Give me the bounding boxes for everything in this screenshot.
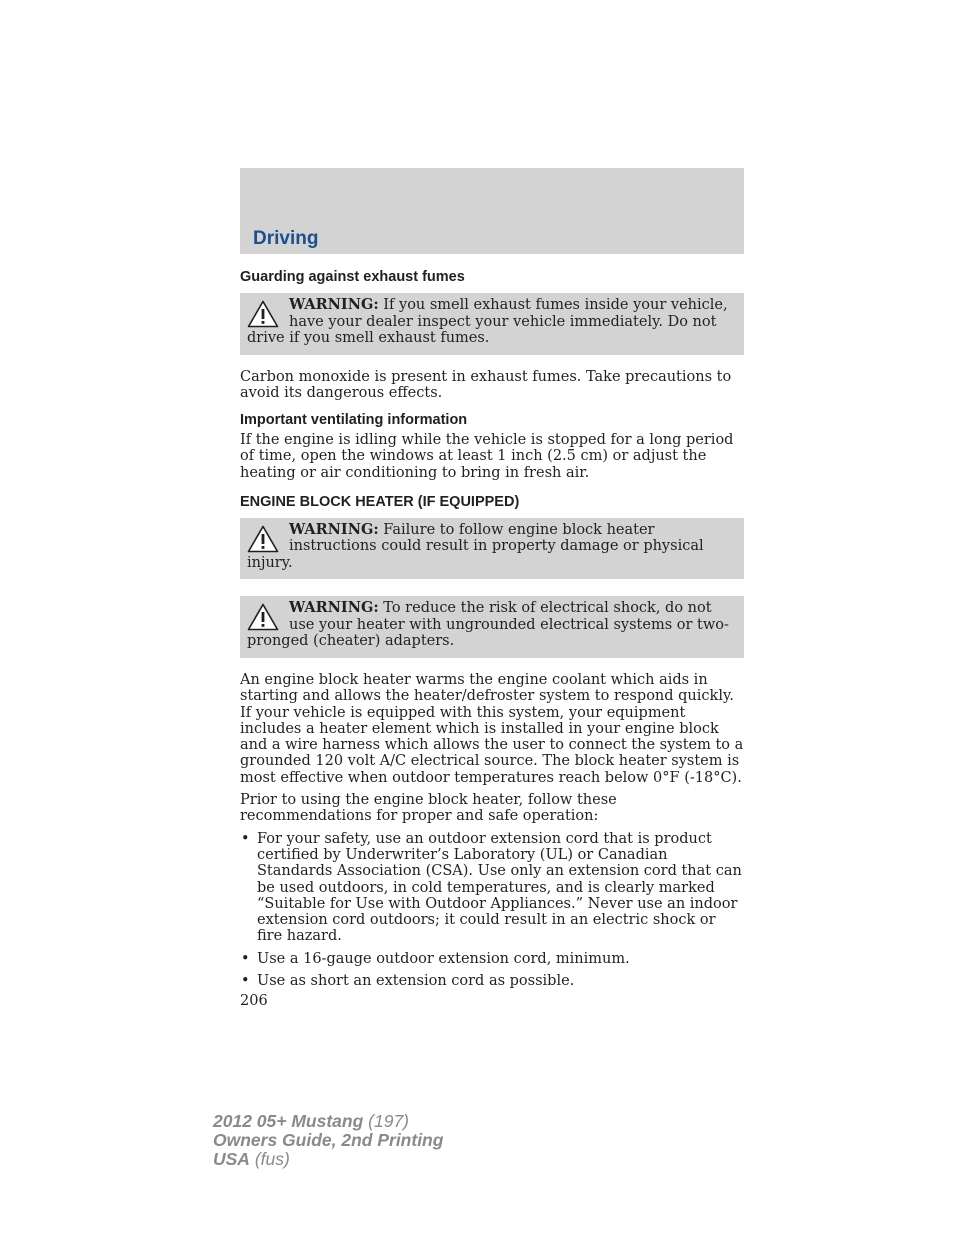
list-item: • Use as short an extension cord as possible. [241,973,575,990]
warning-box-exhaust [240,293,744,355]
list-item: • Use a 16-gauge outdoor extension cord, minimum. [241,950,630,967]
page-number: 206 [240,993,268,1010]
warning-box-heater-2 [240,596,744,658]
bullet-icon: • [241,973,250,990]
warning-label: WARNING: [289,296,379,313]
heater-paragraph-2: Prior to using the engine block heater, follow these recommendations for proper and safe operation: [240,792,617,825]
warning-box-heater-1 [240,518,744,580]
bullet-icon: • [241,830,250,847]
warning-label: WARNING: [289,520,379,538]
page-content [240,168,744,1009]
document-footer: 2012 05+ Mustang (197) Owners Guide, 2nd Printing USA (fus) [213,1111,444,1169]
exhaust-paragraph: Carbon monoxide is present in exhaust fumes. Take precautions to avoid its dangerous effects. [240,368,732,401]
warning-text: To reduce the risk of electrical shock, do not use your heater with ungrounded electrical systems or two-pronged (cheater) adapters. [247,600,729,650]
ventilating-heading: Important ventilating information [240,412,468,429]
warning-triangle-icon [247,300,279,328]
list-item: • For your safety, use an outdoor extension cord that is product certified by Underwriter’s Laboratory (UL) or Canadian Standards Association (CSA). Use only an extension cord that can be used outdoors, in cold temperatures, and is clearly marked “Suitable for Use with Outdoor Appliances.” Never use an indoor extension cord outdoors; it could result in an electric shock or fire hazard. [241,830,742,945]
warning-text: Failure to follow engine block heater instructions could result in property damage or physical injury. [247,521,704,571]
section-title: Driving [253,228,319,249]
recommendation-list [240,831,744,990]
heater-heading: ENGINE BLOCK HEATER (IF EQUIPPED) [240,493,520,510]
ventilating-paragraph: If the engine is idling while the vehicle is stopped for a long period of time, open the windows at least 1 inch (2.5 cm) or adjust the heating or air conditioning to bring in fresh air. [240,432,734,481]
warning-label: WARNING: [289,599,379,617]
warning-text: If you smell exhaust fumes inside your vehicle, have your dealer inspect your vehicle immediately. Do not drive if you smell exhaust fumes. [247,297,728,346]
section-header [240,168,744,254]
heater-paragraph-1: An engine block heater warms the engine coolant which aids in starting and allows the heater/defroster system to respond quickly. If your vehicle is equipped with this system, your equipment includes a heater element which is installed in your engine block and a wire harness which allows the user to connect the system to a grounded 120 volt A/C electrical source. The block heater system is most effective when outdoor temperatures reach below 0°F (-18°C). [240,671,744,786]
exhaust-heading: Guarding against exhaust fumes [240,269,465,285]
warning-triangle-icon [247,603,279,631]
bullet-icon: • [241,950,250,967]
warning-triangle-icon [247,525,279,553]
